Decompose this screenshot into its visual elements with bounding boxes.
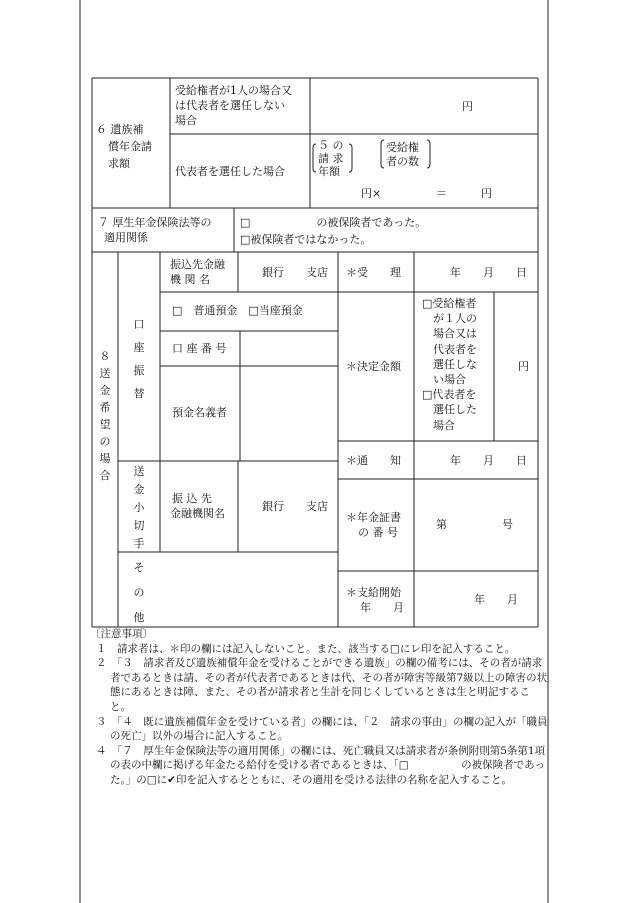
s8-decision-opt: 場合 xyxy=(433,418,455,432)
s8-notice-label: ＊通 知 xyxy=(346,454,401,467)
s8-kogitte-char: 切 xyxy=(133,519,145,532)
s8-deposit-types[interactable]: □ 普通預金 □当座預金 xyxy=(172,304,303,317)
s6-label-line: ６ 遺族補 xyxy=(96,123,144,136)
s6-claim-year-line: 年額 xyxy=(318,165,340,178)
s8-bank-label-line: 機 関 名 xyxy=(170,273,210,286)
s7-label xyxy=(98,215,212,245)
s8-pay-start-value: 年 月 xyxy=(474,593,518,606)
notes-section xyxy=(90,627,548,788)
s8-koza-char: 替 xyxy=(133,387,145,400)
s8-label-char: 希 xyxy=(99,401,111,414)
s8-decision-opt: 場合又は xyxy=(433,327,477,341)
s6-formula-eq: ＝ xyxy=(436,187,447,200)
s8-koza-char: 口 xyxy=(133,318,145,331)
s8-decision-opt: □受給権者 xyxy=(422,297,477,310)
note-item: ４ 「７ 厚生年金保険法等の適用関係」の欄には、死亡職員又は請求者が条例附則第5条第1項の表の中欄に掲げる年金たる給付を受ける者であるときは、「□ の被保険者であった。」の□に✔印を記入するとともに、その適用を受ける法律の名称を記入すること。 xyxy=(96,744,546,786)
s8-account-no-label: 口 座 番 号 xyxy=(172,342,227,355)
s8-receipt-date: 年 月 日 xyxy=(450,266,527,279)
s8-pay-start-line: 年 月 xyxy=(360,601,404,614)
s8-decision-yen: 円 xyxy=(518,360,529,373)
s8-decision-opt: □代表者を xyxy=(422,388,477,402)
s6-claim-year-line: ５ の xyxy=(318,139,344,152)
s8-other-char: の xyxy=(133,586,145,599)
note-item: ３ 「４ 既に遺族補償年金を受けている者」の欄には、「２ 請求の事由」の欄の記入が「職員の死亡」以外の場合に記入すること。 xyxy=(96,715,548,743)
s8-bank2-label-line: 振 込 先 xyxy=(172,492,212,505)
s8-decision-opt: い場合 xyxy=(433,373,466,387)
s8-kogitte-char: 送 xyxy=(133,465,145,478)
s6-single-yen: 円 xyxy=(462,100,473,113)
s6-label xyxy=(96,121,152,172)
s8-receipt-label: ＊受 理 xyxy=(346,266,401,279)
s8-label-char: 送 xyxy=(99,367,111,380)
s8-koza-label xyxy=(132,313,146,405)
s8-holder-name-label: 預金名義者 xyxy=(172,406,227,419)
s8-other-label xyxy=(132,555,146,630)
s8-other-char: 他 xyxy=(133,611,145,624)
s8-decision-opt: が１人の xyxy=(433,312,477,326)
note-item: １ 請求者は、＊印の欄には記入しないこと。また、該当する□にレ印を記入すること。 xyxy=(96,642,516,655)
s8-label-char: 合 xyxy=(99,469,111,482)
s8-bank2-value[interactable]: 銀行 支店 xyxy=(262,500,328,513)
s6-case-single-line: 場合 xyxy=(175,114,197,127)
s6-holders-line: 受給権 xyxy=(386,141,419,154)
s6-case-single-line: 受給権者が1人の場合又 xyxy=(175,84,292,97)
s8-label-char: の xyxy=(99,435,111,448)
s6-case-single xyxy=(175,83,292,128)
s8-kogitte-label xyxy=(132,463,146,553)
s8-cert-label-line: の 番 号 xyxy=(358,526,398,539)
s8-cert-label-line: ＊年金証書 xyxy=(346,511,401,524)
s8-decision-options xyxy=(422,296,477,433)
s8-bank2-label-line: 金融機関名 xyxy=(170,507,225,520)
s8-kogitte-char: 小 xyxy=(133,501,145,514)
s6-label-line: 求額 xyxy=(108,157,130,170)
s8-decision-opt: 選任しな xyxy=(433,357,477,371)
s7-label-line: ７ 厚生年金保険法等の xyxy=(98,216,212,229)
s6-case-rep: 代表者を選任した場合 xyxy=(175,165,285,178)
s8-kogitte-char: 手 xyxy=(133,537,145,550)
s8-bank-label-line: 振込先金融 xyxy=(170,258,225,271)
s8-bank-value[interactable]: 銀行 支店 xyxy=(262,266,328,279)
s6-label-line: 償年金請 xyxy=(108,140,152,153)
s6-claim-year xyxy=(318,139,344,178)
s8-decision-opt: 代表者を xyxy=(433,342,477,356)
notes-heading: 〔注意事項〕 xyxy=(90,628,153,640)
s7-option-insured[interactable]: □ の被保険者であった。 xyxy=(240,216,427,229)
s8-decision-opt: 選任した xyxy=(433,403,477,417)
s8-cert-label xyxy=(346,510,401,540)
s8-bank2-label xyxy=(170,491,225,521)
s8-pay-start-line: ＊支給開始 xyxy=(346,586,401,599)
s8-decision-label: ＊決定金額 xyxy=(346,360,401,373)
s8-label-char: 金 xyxy=(99,384,111,397)
s8-koza-char: 座 xyxy=(133,341,145,354)
s8-label xyxy=(98,348,112,484)
s6-formula-yen2: 円 xyxy=(481,187,492,200)
s8-bank-label xyxy=(170,257,225,287)
note-item: ２ 「３ 請求者及び遺族補償年金を受けることができる遺族」の欄の備考には、その者が請求者であるときは請、その者が代表者であるときは代、その者が障害等級第7級以上の障害の状態にあるときは障、また、その者が請求者と生計を同じくしているときは生と明記すること。 xyxy=(96,657,548,713)
s8-kogitte-char: 金 xyxy=(133,483,145,496)
s6-formula-yen: 円× xyxy=(361,187,382,200)
s8-label-char: 望 xyxy=(99,418,111,431)
s7-label-line: 適用関係 xyxy=(104,231,148,244)
s8-other-char: そ xyxy=(133,561,145,574)
s8-notice-date: 年 月 日 xyxy=(450,454,527,467)
s6-holders xyxy=(386,141,419,169)
s6-holders-line: 者の数 xyxy=(386,155,419,168)
s6-claim-year-line: 請 求 xyxy=(318,152,344,165)
s8-pay-start-label xyxy=(346,585,404,615)
s8-koza-char: 振 xyxy=(133,364,145,377)
s7-option-not-insured[interactable]: □被保険者ではなかった。 xyxy=(240,233,372,246)
s6-case-single-line: は代表者を選任しない xyxy=(175,99,285,112)
s8-label-char: 場 xyxy=(99,452,111,465)
s8-cert-value: 第 号 xyxy=(436,518,513,531)
s8-label-char: ８ xyxy=(99,350,111,363)
